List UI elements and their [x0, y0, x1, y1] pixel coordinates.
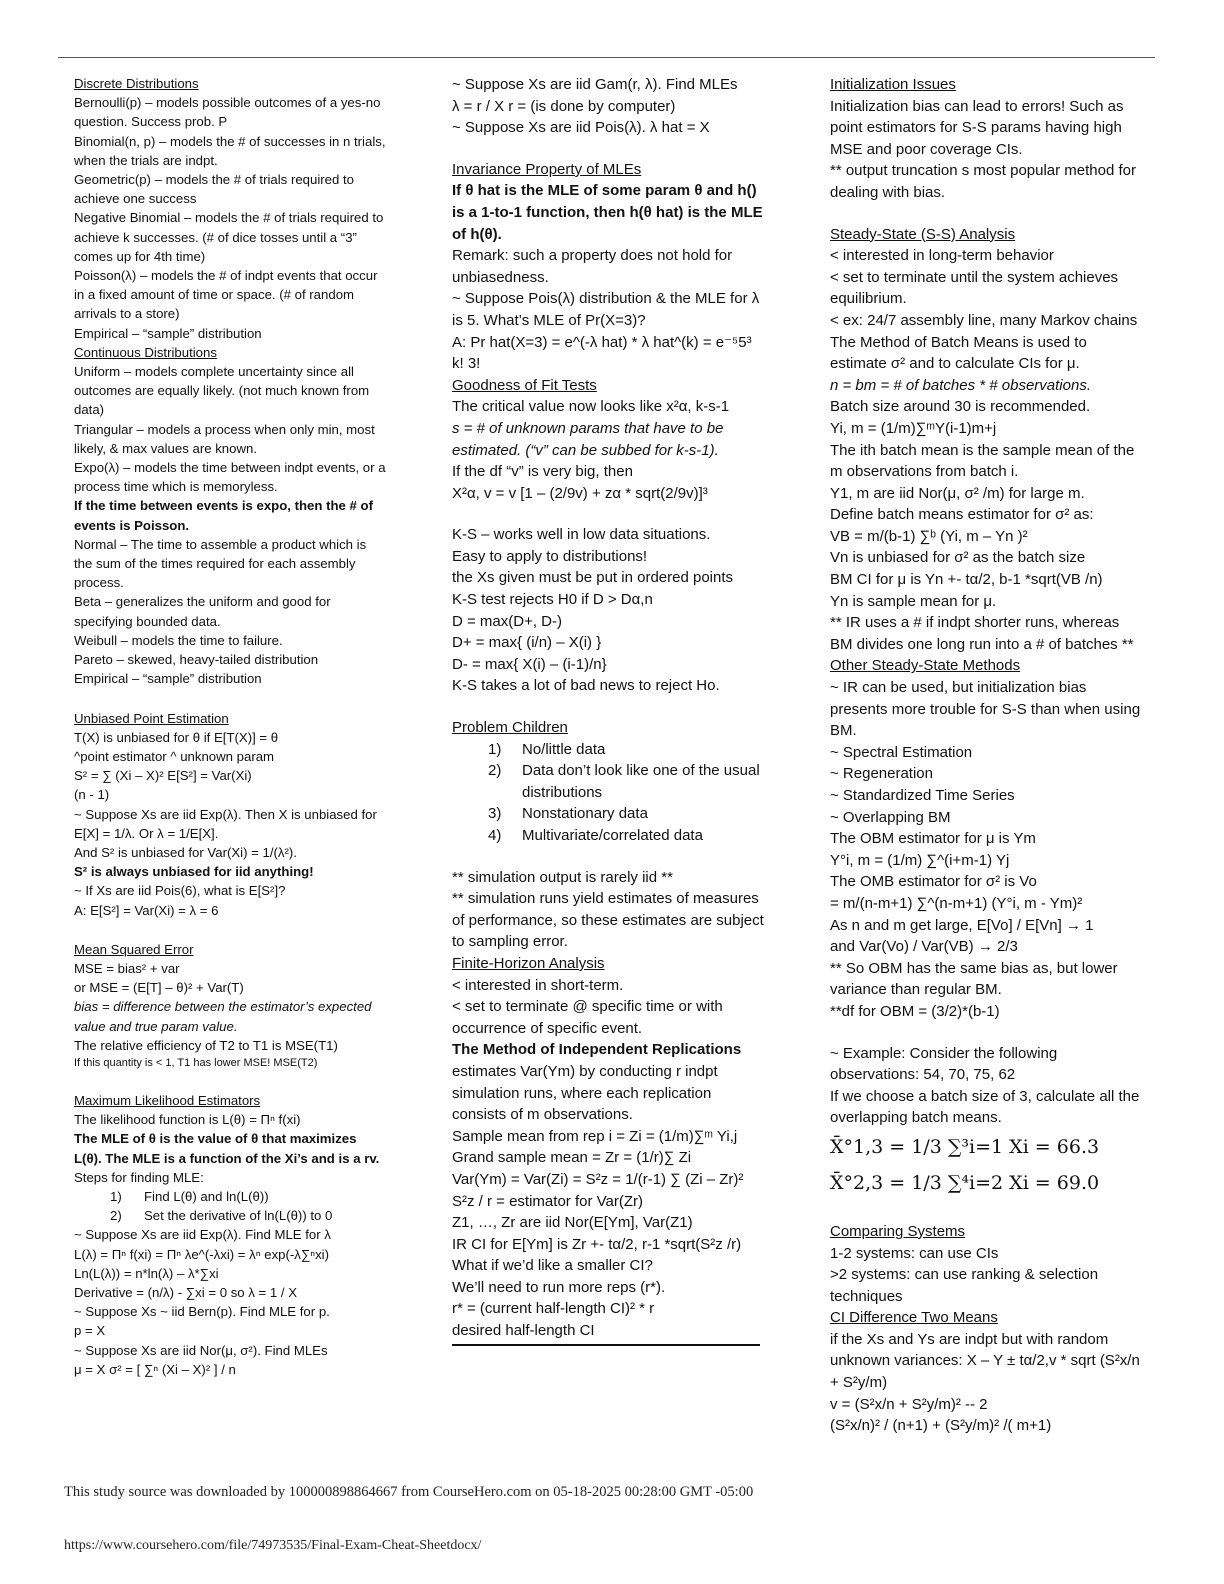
text-line: Beta – generalizes the uniform and good for specifying bounded data. — [74, 594, 331, 629]
text-line: What if we’d like a smaller CI? — [452, 1257, 653, 1275]
text-line: D = max(D+, D-) — [452, 612, 563, 630]
source-url[interactable]: https://www.coursehero.com/file/74973535/Final-Exam-Cheat-Sheetdocx/ — [64, 1538, 482, 1553]
text-line: Grand sample mean = Zr = (1/r)∑ Zi — [452, 1149, 692, 1167]
item-number: 3) — [488, 805, 502, 823]
section-heading-maximum-likelihood-estimators: Maximum Likelihood Estimators — [74, 1092, 261, 1108]
numbered-item — [452, 739, 764, 761]
section-heading-continuous-distributions: Continuous Distributions — [74, 344, 217, 360]
numbered-item — [452, 803, 764, 825]
text-line: ~ Suppose Xs are iid Exp(λ). Find MLE for λ — [74, 1227, 331, 1243]
text-line: Yi, m = (1/m)∑ᵐY(i-1)m+j — [830, 419, 997, 437]
text-line: S² = ∑ (Xi – X)² E[S²] = Var(Xi) — [74, 768, 252, 784]
text-line: Y1, m are iid Nor(μ, σ² /m) for large m. — [830, 484, 1085, 502]
numbered-item — [74, 1206, 386, 1225]
text-line: λ = r / X r = (is done by computer) — [452, 97, 676, 115]
numbered-item — [452, 760, 764, 803]
formula-line: X̄°2,3 = 1/3 ∑⁴i=2 Xi = 69.0 — [830, 1171, 1100, 1194]
text-line: Z1, …, Zr are iid Nor(E[Ym], Var(Z1) — [452, 1214, 693, 1232]
text-line: ~ Suppose Xs are iid Pois(λ). λ hat = X — [452, 119, 710, 137]
text-line: Define batch means estimator for σ² as: — [830, 506, 1094, 524]
spacer — [452, 139, 764, 159]
item-text: Multivariate/correlated data — [522, 827, 703, 844]
text-line: ~ Overlapping BM — [830, 808, 951, 826]
text-line: MSE = bias² + var — [74, 960, 180, 976]
text-line: k! 3! — [452, 355, 481, 373]
item-text: Data don’t look like one of the usual distributions — [522, 762, 760, 801]
text-line: = m/(n-m+1) ∑^(n-m+1) (Y°i, m - Ym)² — [830, 894, 1083, 912]
text-line: Triangular – models a process when only min, most likely, & max values are known. — [74, 421, 375, 456]
section-heading-steady-state-s-s-analysis: Steady-State (S-S) Analysis — [830, 225, 1016, 243]
text-line: ~ Spectral Estimation — [830, 743, 973, 761]
text-line: >2 systems: can use ranking & selection techniques — [830, 1266, 1099, 1305]
definition-note: s = # of unknown params that have to be estimated. (“v” can be subbed for k-s-1). — [452, 419, 724, 459]
numbered-item — [74, 1187, 386, 1206]
text-line: < ex: 24/7 assembly line, many Markov chains — [830, 311, 1138, 329]
text-line: Empirical – “sample” distribution — [74, 671, 262, 687]
column-2 — [452, 74, 764, 1346]
text-line: if the Xs and Ys are indpt but with random unknown variances: X – Y ± tα/2,v * sqrt (S²x/n + S²y/m) — [830, 1330, 1140, 1392]
text-line: < set to terminate @ specific time or with occurrence of specific event. — [452, 998, 723, 1037]
spacer — [830, 1023, 1142, 1043]
text-line: We’ll need to run more reps (r*). — [452, 1278, 666, 1296]
text-line: p = X — [74, 1323, 106, 1339]
text-line: **df for OBM = (3/2)*(b-1) — [830, 1002, 1000, 1020]
section-heading-invariance-property-of-mles: Invariance Property of MLEs — [452, 160, 642, 178]
text-line: Derivative = (n/λ) - ∑xi = 0 so λ = 1 / X — [74, 1284, 298, 1300]
text-line: Poisson(λ) – models the # of indpt events that occur in a fixed amount of time or space. (# of random arrivals to a store) — [74, 268, 378, 322]
text-line: The likelihood function is L(θ) = Πⁿ f(xi) — [74, 1112, 301, 1128]
text-line: Pareto – skewed, heavy-tailed distribution — [74, 652, 319, 668]
definition-note: bias = difference between the estimator’s expected value and true param value. — [74, 999, 372, 1034]
download-notice: This study source was downloaded by 100000898864667 from CourseHero.com on 05-18-2025 00:28:00 GMT -05:00 — [64, 1484, 754, 1500]
text-line: 1-2 systems: can use CIs — [830, 1244, 999, 1262]
text-line: The OMB estimator for σ² is Vo — [830, 873, 1037, 891]
text-line: ^point estimator ^ unknown param — [74, 748, 275, 764]
text-line: (n - 1) — [74, 787, 110, 803]
key-statement: S² is always unbiased for iid anything! — [74, 864, 314, 880]
item-text: No/little data — [522, 740, 606, 758]
spacer — [452, 697, 764, 717]
text-line: BM CI for μ is Yn +- tα/2, b-1 *sqrt(VB /n) — [830, 571, 1103, 589]
text-line: And S² is unbiased for Var(Xi) = 1/(λ²). — [74, 844, 297, 860]
text-line: A: E[S²] = Var(Xi) = λ = 6 — [74, 902, 219, 918]
fine-print: If this quantity is < 1, T1 has lower MSE! MSE(T2) — [74, 1056, 318, 1069]
text-line: (S²x/n)² / (n+1) + (S²y/m)² /( m+1) — [830, 1417, 1052, 1435]
formula-line: X̄°1,3 = 1/3 ∑³i=1 Xi = 66.3 — [830, 1135, 1100, 1158]
text-line: or MSE = (E[T] – θ)² + Var(T) — [74, 980, 244, 996]
text-line: Bernoulli(p) – models possible outcomes of a yes-no question. Success prob. P — [74, 95, 381, 130]
text-line: ~ IR can be used, but initialization bias presents more trouble for S-S than when using BM. — [830, 679, 1141, 740]
text-line: ~ Example: Consider the following observations: 54, 70, 75, 62 — [830, 1044, 1058, 1084]
text-line: Initialization bias can lead to errors! Such as point estimators for S-S params having high MSE and poor coverage CIs. — [830, 97, 1124, 158]
text-line: Sample mean from rep i = Zi = (1/m)∑ᵐ Yi,j — [452, 1127, 738, 1145]
text-line: Vn is unbiased for σ² as the batch size — [830, 549, 1086, 567]
text-line: Yn is sample mean for μ. — [830, 592, 997, 610]
text-line: ** IR uses a # if indpt shorter runs, whereas BM divides one long run into a # of batches ** — [830, 614, 1134, 653]
spacer — [452, 847, 764, 867]
text-line: Binomial(n, p) – models the # of successes in n trials, when the trials are indpt. — [74, 133, 386, 168]
text-line: As n and m get large, E[Vo] / E[Vn] → 1 — [830, 916, 1094, 934]
text-line: Empirical – “sample” distribution — [74, 325, 262, 341]
item-number: 4) — [488, 827, 502, 844]
spacer — [74, 689, 386, 709]
item-number: 1) — [488, 740, 502, 758]
column-3 — [830, 74, 1142, 1437]
spacer — [74, 920, 386, 940]
text-line: v = (S²x/n + S²y/m)² -- 2 — [830, 1395, 988, 1413]
column-end-rule — [452, 1344, 760, 1346]
text-line: ~ Suppose Xs are iid Exp(λ). Then X is unbiased for E[X] = 1/λ. Or λ = 1/E[X]. — [74, 806, 377, 841]
text-line: The critical value now looks like x²α, k-s-1 — [452, 398, 730, 416]
text-line: Batch size around 30 is recommended. — [830, 398, 1091, 416]
item-text: Nonstationary data — [522, 805, 648, 823]
item-number: 2) — [110, 1208, 122, 1224]
text-line: < interested in long-term behavior — [830, 247, 1054, 265]
text-line: Y°i, m = (1/m) ∑^(i+m-1) Yj — [830, 851, 1010, 869]
numbered-item — [452, 825, 764, 847]
text-line: VB = m/(b-1) ∑ᵇ (Yi, m – Yn )² — [830, 527, 1028, 545]
text-line: Ln(L(λ)) = n*ln(λ) – λ*∑xi — [74, 1265, 219, 1281]
text-line: D- = max{ X(i) – (i-1)/n} — [452, 655, 607, 673]
section-heading-comparing-systems: Comparing Systems — [830, 1222, 966, 1240]
spacer — [830, 204, 1142, 224]
section-heading-initialization-issues: Initialization Issues — [830, 76, 956, 93]
text-line: D+ = max{ (i/n) – X(i) } — [452, 634, 602, 652]
item-number: 2) — [488, 762, 502, 780]
text-line: Easy to apply to distributions! — [452, 547, 648, 565]
item-text: Find L(θ) and ln(L(θ)) — [144, 1188, 269, 1204]
section-heading-mean-squared-error: Mean Squared Error — [74, 941, 194, 957]
section-heading-goodness-of-fit-tests: Goodness of Fit Tests — [452, 376, 597, 394]
item-text: Set the derivative of ln(L(θ)) to 0 — [144, 1208, 333, 1224]
text-line: L(λ) = Πⁿ f(xi) = Πⁿ λe^(-λxi) = λⁿ exp(-λ∑ⁿxi) — [74, 1246, 330, 1262]
text-line: Weibull – models the time to failure. — [74, 632, 283, 648]
text-line: Expo(λ) – models the time between indpt events, or a process time which is memoryless. — [74, 460, 386, 495]
text-line: the Xs given must be put in ordered points — [452, 569, 734, 587]
text-line: Var(Ym) = Var(Zi) = S²z = 1/(r-1) ∑ (Zi – Zr)² — [452, 1170, 744, 1188]
key-statement: If the time between events is expo, then the # of events is Poisson. — [74, 498, 373, 533]
text-line: r* = (current half-length CI)² * r — [452, 1300, 655, 1318]
text-line: K-S – works well in low data situations. — [452, 526, 711, 544]
definition-note: n = bm = # of batches * # observations. — [830, 376, 1091, 394]
spacer — [830, 1201, 1142, 1221]
text-line: ~ Suppose Xs are iid Nor(μ, σ²). Find MLEs — [74, 1342, 328, 1358]
text-line: The ith batch mean is the sample mean of the m observations from batch i. — [830, 441, 1135, 481]
item-number: 1) — [110, 1188, 122, 1204]
section-heading-unbiased-point-estimation: Unbiased Point Estimation — [74, 710, 229, 726]
text-line: Normal – The time to assemble a product which is the sum of the times required for each assembly process. — [74, 536, 367, 591]
text-line: ~ Standardized Time Series — [830, 787, 1015, 804]
text-line: ~ Suppose Xs ~ iid Bern(p). Find MLE for p. — [74, 1304, 330, 1320]
text-line: S²z / r = estimator for Var(Zr) — [452, 1192, 643, 1210]
text-line: Uniform – models complete uncertainty since all outcomes are equally likely. (not much known from data) — [74, 364, 370, 418]
text-line: The relative efficiency of T2 to T1 is MSE(T1) — [74, 1037, 338, 1053]
text-line: K-S test rejects H0 if D > Dα,n — [452, 591, 653, 609]
section-heading-ci-difference-two-means: CI Difference Two Means — [830, 1309, 998, 1327]
text-line: Steps for finding MLE: — [74, 1169, 204, 1185]
text-line: ** So OBM has the same bias as, but lower variance than regular BM. — [830, 959, 1118, 999]
text-line: μ = X σ² = [ ∑ⁿ (Xi – X)² ] / n — [74, 1361, 236, 1377]
text-line: < interested in short-term. — [452, 976, 624, 994]
text-line: ** simulation runs yield estimates of measures of performance, so these estimates are subject to sampling error. — [452, 890, 764, 951]
text-line: IR CI for E[Ym] is Zr +- tα/2, r-1 *sqrt(S²z /r) — [452, 1235, 742, 1253]
text-line: ** simulation output is rarely iid ** — [452, 868, 673, 886]
text-line: Geometric(p) – models the # of trials required to achieve one success — [74, 172, 354, 207]
spacer — [452, 504, 764, 524]
spacer — [74, 1071, 386, 1091]
text-line: and Var(Vo) / Var(VB) → 2/3 — [830, 938, 1018, 956]
text-line: A: Pr hat(X=3) = e^(-λ hat) * λ hat^(k) = e⁻⁵5³ — [452, 333, 752, 351]
text-line: If we choose a batch size of 3, calculate all the overlapping batch means. — [830, 1087, 1140, 1127]
text-line: The OBM estimator for μ is Ym — [830, 830, 1036, 848]
key-statement: The MLE of θ is the value of θ that maximizes L(θ). The MLE is a function of the Xi’s and is a rv. — [74, 1131, 380, 1166]
section-heading-discrete-distributions: Discrete Distributions — [74, 76, 199, 91]
text-line: estimates Var(Ym) by conducting r indpt simulation runs, where each replication consists of m observations. — [452, 1062, 718, 1124]
section-heading-other-steady-state-methods: Other Steady-State Methods — [830, 657, 1021, 675]
text-line: desired half-length CI — [452, 1322, 595, 1340]
text-line: ** output truncation s most popular method for dealing with bias. — [830, 162, 1137, 201]
text-line: ~ If Xs are iid Pois(6), what is E[S²]? — [74, 883, 286, 899]
text-line: < set to terminate until the system achieves equilibrium. — [830, 268, 1119, 308]
text-line: K-S takes a lot of bad news to reject Ho. — [452, 677, 720, 695]
section-heading-problem-children: Problem Children — [452, 719, 568, 737]
text-line: ~ Suppose Pois(λ) distribution & the MLE for λ is 5. What’s MLE of Pr(X=3)? — [452, 290, 760, 329]
section-heading-finite-horizon-analysis: Finite-Horizon Analysis — [452, 954, 605, 972]
text-line: Negative Binomial – models the # of trials required to achieve k successes. (# of dice tosses until a “3” comes up for 4th time) — [74, 210, 384, 264]
text-line: The Method of Batch Means is used to estimate σ² and to calculate CIs for μ. — [830, 333, 1087, 373]
text-line: Remark: such a property does not hold for unbiasedness. — [452, 247, 733, 286]
text-line: If the df “v” is very big, then — [452, 463, 633, 481]
text-line: ~ Suppose Xs are iid Gam(r, λ). Find MLEs — [452, 76, 738, 93]
top-rule — [58, 57, 1155, 58]
column-1 — [74, 74, 386, 1379]
text-line: ~ Regeneration — [830, 765, 933, 783]
text-line: T(X) is unbiased for θ if E[T(X)] = θ — [74, 729, 279, 745]
key-statement: The Method of Independent Replications — [452, 1041, 742, 1059]
key-statement: If θ hat is the MLE of some param θ and h() is a 1-to-1 function, then h(θ hat) is the MLE of h(θ). — [452, 182, 763, 243]
text-line: X²α, v = v [1 – (2/9v) + zα * sqrt(2/9v)]³ — [452, 484, 708, 502]
